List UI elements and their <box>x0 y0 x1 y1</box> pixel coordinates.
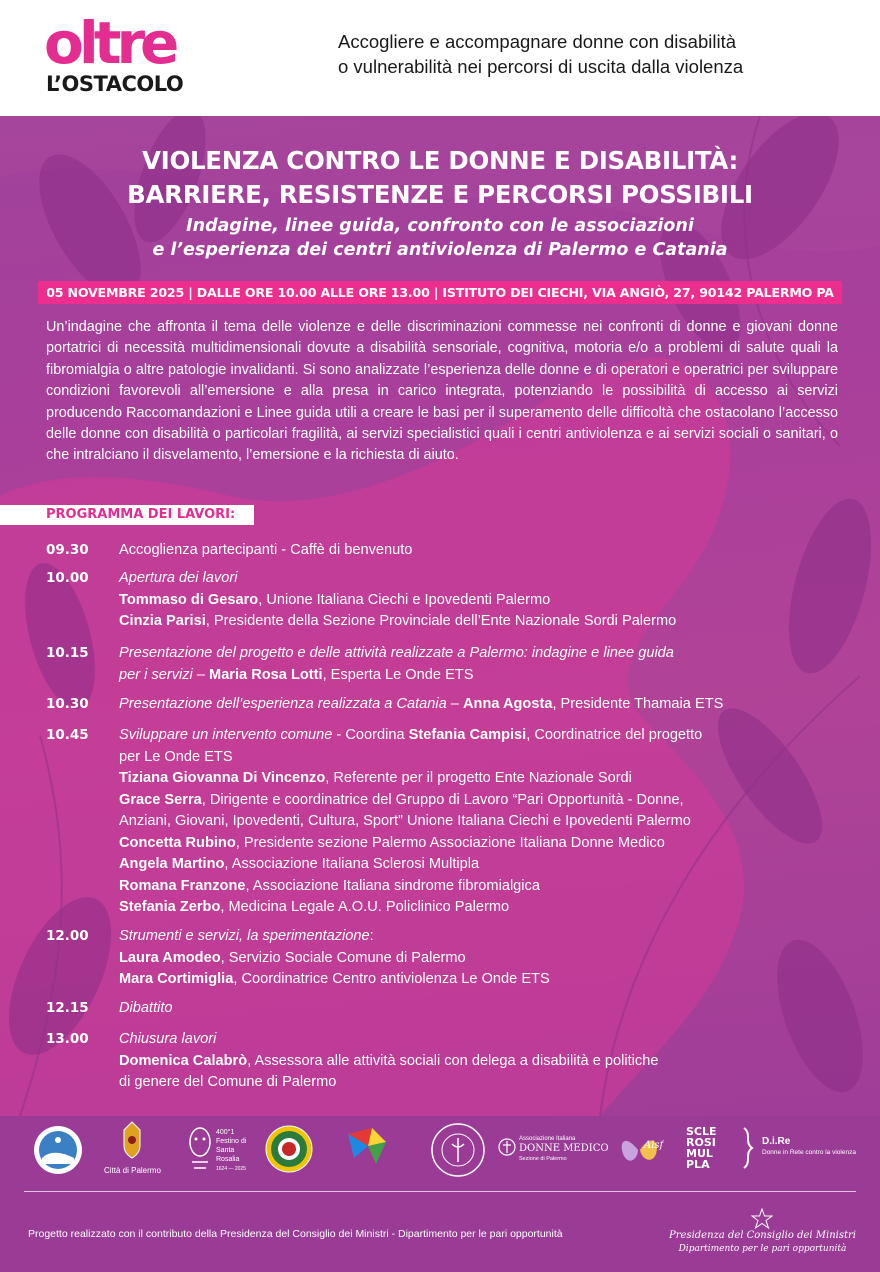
programme-line <box>119 969 839 991</box>
tagline-line-1: Accogliere e accompagnare donne con disabilità <box>338 31 737 52</box>
speaker-name: Tiziana Giovanna Di Vincenzo <box>119 770 326 786</box>
svg-text:Aisf: Aisf <box>644 1140 664 1151</box>
programme-time: 10.00 <box>46 570 89 586</box>
aidm-emblem-icon <box>498 1138 516 1156</box>
programme-time: 12.00 <box>46 928 89 944</box>
programme-text: - Coordina <box>332 727 409 743</box>
programme-line <box>119 694 839 716</box>
speaker-name: Mara Cortimiglia <box>119 971 234 987</box>
header <box>0 0 880 116</box>
oltre-lostacolo-logo <box>44 9 224 102</box>
programme-line <box>119 790 839 812</box>
tagline <box>338 29 858 79</box>
programme-text: , Unione Italiana Ciechi e Ipovedenti Palermo <box>258 591 551 608</box>
programme-line <box>119 643 839 665</box>
subtitle-line-2: e l’esperienza dei centri antiviolenza di Palermo e Catania <box>152 240 728 260</box>
presidenza-line-1: Presidenza del Consiglio dei Ministri <box>669 1230 856 1241</box>
programme-description <box>119 998 839 1020</box>
speaker-name: Domenica Calabrò <box>119 1052 248 1069</box>
programme-description <box>119 926 839 991</box>
programme-line <box>119 897 839 919</box>
intro-paragraph: Un’indagine che affronta il tema delle violenze e delle discriminazioni commesse nei confronti di donne e giovani donne portatrici di necessità multidimensionali dovute a disabilità sensoriale, cognitiva, motoria e/o a problemi di salute quali la fibromialgia o altre patologie invalidanti. Si sono analizzate l’esperienza delle donne e di operatori e operatrici per sviluppare condizioni favorevoli all’emersione e alla presa in carico integrata, potenziando le possibilità di accesso ai servizi producendo Raccomandazioni e Linee guida utili a creare le basi per il superamento delle difficoltà che ostacolano l’accesso delle donne con disabilità o particolari fragilità, ai servizi specialistici quali i centri antiviolenza e ai servizi sociali o sanitari, o che intralciano il disvelamento, l’emersione e la richiesta di aiuto. <box>46 319 838 464</box>
programme-line <box>119 611 839 633</box>
programme-text: , Esperta Le Onde ETS <box>322 666 474 683</box>
speaker-name: Maria Rosa Lotti <box>209 666 323 683</box>
programme-text: , Presidente sezione Palermo Associazione Italiana Donne Medico <box>235 834 665 851</box>
speaker-name: Stefania Zerbo <box>119 899 221 915</box>
date-location-bar: 05 NOVEMBRE 2025 | DALLE ORE 10.00 ALLE ORE 13.00 | ISTITUTO DEI CIECHI, VIA ANGIÒ, 27, 90142 PALERMO PA <box>38 281 842 304</box>
aidm-text-2: DONNE MEDICO <box>519 1143 609 1154</box>
programme-time: 12.15 <box>46 1000 89 1016</box>
footer <box>0 1116 880 1272</box>
programme-line <box>119 1051 839 1073</box>
italian-emblem-icon <box>751 1208 773 1230</box>
session-title: Dibattito <box>119 1000 173 1016</box>
programme-description <box>119 568 839 633</box>
presidenza-line-2: Dipartimento per le pari opportunità <box>678 1244 847 1254</box>
uici-logo <box>342 1124 390 1174</box>
programme-description <box>119 1029 839 1094</box>
programme-text: : <box>369 928 374 944</box>
dire-logo-subtitle: Donne in Rete contro la violenza <box>762 1149 856 1156</box>
speaker-name: Stefania Campisi <box>408 727 527 743</box>
title-line-2: BARRIERE, RESISTENZE E PERCORSI POSSIBILI <box>127 180 753 209</box>
tagline-line-2: o vulnerabilità nei percorsi di uscita dalla violenza <box>338 56 744 77</box>
title-line-1: VIOLENZA CONTRO LE DONNE E DISABILITÀ: <box>141 146 739 175</box>
footer-divider <box>24 1191 856 1192</box>
programme-line <box>119 926 839 948</box>
event-subtitle <box>0 214 880 262</box>
programme-line <box>119 540 839 562</box>
programme-line <box>119 833 839 855</box>
palermo-logo-text: Città di Palermo <box>104 1166 161 1175</box>
festino-face-icon <box>186 1122 214 1174</box>
session-title: Chiusura lavori <box>119 1031 217 1047</box>
subtitle-line-1: Indagine, linee guida, confronto con le associazioni <box>186 216 694 236</box>
programme-line <box>119 665 839 687</box>
policlinico-logo <box>430 1122 486 1178</box>
programme-text: , Assessora alle attività sociali con delega a disabilità e politiche <box>247 1052 659 1069</box>
programme-line <box>119 725 839 747</box>
main-panel <box>0 116 880 1116</box>
programme-description <box>119 643 839 686</box>
dire-bracket-icon <box>740 1126 756 1170</box>
speaker-name: Anna Agosta <box>462 696 553 712</box>
programme-line <box>119 811 839 833</box>
speaker-name: Romana Franzone <box>119 877 246 894</box>
aisf-butterfly-logo <box>616 1126 664 1172</box>
programme-time: 10.45 <box>46 727 89 743</box>
festino-years: 1624 — 2025 <box>216 1166 247 1172</box>
logo-bottom-text: L’OSTACOLO <box>46 72 184 96</box>
programme-description <box>119 694 839 716</box>
programme-line <box>119 876 839 898</box>
festino-logo-text: 400°1 Festino di Santa Rosalia <box>216 1129 247 1163</box>
programme-line <box>119 768 839 790</box>
speaker-name: Angela Martino <box>119 856 225 872</box>
session-title: Strumenti e servizi, la sperimentazione <box>119 928 370 944</box>
programme-text: , Dirigente e coordinatrice del Gruppo di Lavoro “Pari Opportunità - Donne, <box>201 791 684 808</box>
programme-text: , Coordinatrice del progetto <box>526 727 703 743</box>
speaker-name: Tommaso di Gesaro <box>119 591 259 608</box>
programme-text: , Servizio Sociale Comune di Palermo <box>220 949 466 966</box>
programme-label: PROGRAMMA DEI LAVORI: <box>0 505 254 525</box>
speaker-name: Laura Amodeo <box>119 949 221 966</box>
programme-text: , Associazione Italiana sindrome fibromialgica <box>245 877 540 894</box>
programme-text: , Associazione Italiana Sclerosi Multipla <box>224 856 480 872</box>
programme-line <box>119 948 839 970</box>
funding-credit: Progetto realizzato con il contributo della Presidenza del Consiglio dei Ministri - Dipartimento per le pari opportunità <box>28 1228 563 1240</box>
programme-line <box>119 568 839 590</box>
speaker-name: Grace Serra <box>119 791 202 808</box>
programme-line <box>119 747 839 769</box>
istituto-ciechi-logo <box>32 1124 84 1176</box>
programme-line <box>119 1072 839 1094</box>
presidenza-logo <box>665 1214 860 1268</box>
session-title: Presentazione dell’esperienza realizzata a Catania <box>119 696 447 712</box>
programme-text: – <box>192 666 210 683</box>
programme-text: , Referente per il progetto Ente Nazionale Sordi <box>325 770 632 786</box>
palermo-crest-icon <box>120 1120 144 1160</box>
programme-text: – <box>446 696 463 712</box>
programme-text: Anziani, Giovani, Ipovedenti, Cultura, Sport” Unione Italiana Ciechi e Ipovedenti Palermo <box>119 813 691 829</box>
programme-text: , Coordinatrice Centro antiviolenza Le Onde ETS <box>233 971 550 987</box>
programme-time: 13.00 <box>46 1031 89 1047</box>
speaker-name: Cinzia Parisi <box>119 613 206 629</box>
programme-line <box>119 854 839 876</box>
programme-line <box>119 1029 839 1051</box>
programme-text: , Presidente della Sezione Provinciale dell’Ente Nazionale Sordi Palermo <box>205 613 677 629</box>
aism-logo-text: SCLE ROSI MUL PLA <box>686 1125 717 1171</box>
partner-logos <box>24 1118 864 1190</box>
dire-logo-title: D.i.Re <box>762 1136 791 1147</box>
programme-time: 10.30 <box>46 696 89 712</box>
programme-description <box>119 725 839 919</box>
programme-text: di genere del Comune di Palermo <box>119 1074 337 1090</box>
speaker-name: Concetta Rubino <box>119 834 236 851</box>
programme-text: , Medicina Legale A.O.U. Policlinico Palermo <box>220 899 510 915</box>
programme-text: , Presidente Thamaia ETS <box>552 696 724 712</box>
programme-description <box>119 540 839 562</box>
event-content <box>0 116 880 1116</box>
programme-text: Accoglienza partecipanti - Caffè di benvenuto <box>119 542 413 558</box>
event-title <box>0 144 880 212</box>
aidm-text-1: Associazione Italiana <box>519 1136 576 1142</box>
session-title: Sviluppare un intervento comune <box>119 727 333 743</box>
programme-time: 10.15 <box>46 645 89 661</box>
programme-text: per Le Onde ETS <box>119 748 233 765</box>
session-title: Presentazione del progetto e delle attività realizzate a Palermo: indagine e linee guida <box>119 645 674 661</box>
session-title: per i servizi <box>119 666 193 683</box>
aidm-text-3: Sezione di Palermo <box>519 1156 567 1162</box>
programme-time: 09.30 <box>46 542 89 558</box>
programme-line <box>119 998 839 1020</box>
programme-line <box>119 590 839 612</box>
ens-logo <box>264 1124 314 1174</box>
session-title: Apertura dei lavori <box>119 570 238 586</box>
logo-top-text: oltre <box>44 9 175 77</box>
